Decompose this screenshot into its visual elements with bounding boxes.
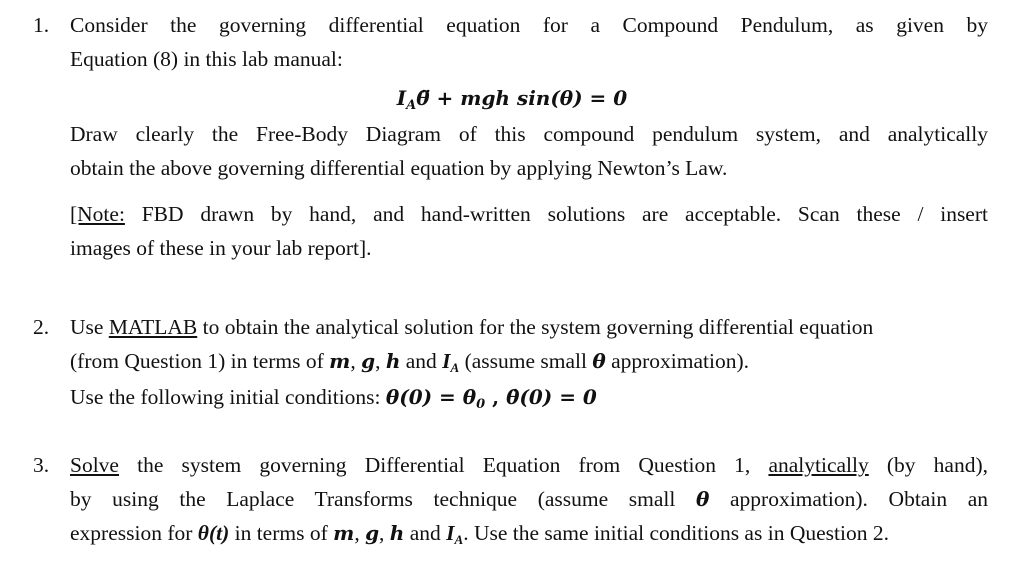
equation-inertia: I	[396, 86, 407, 110]
var-m: m	[329, 349, 351, 373]
var-inertia: I	[446, 521, 455, 545]
separator: ,	[354, 521, 366, 545]
separator: and	[400, 349, 443, 373]
question-3-text: approximation). Obtain an	[709, 487, 988, 511]
note-label: [Note:	[70, 202, 125, 226]
var-m: m	[333, 521, 355, 545]
question-2-text: Use the following initial conditions:	[70, 385, 386, 409]
question-2-line-3	[70, 384, 988, 418]
initial-condition-1-subscript: 0	[476, 397, 486, 412]
initial-condition-1: θ(0) = θ	[385, 385, 477, 409]
note-line-1-text: FBD drawn by hand, and hand-written solutions are acceptable. Scan these / insert	[124, 202, 988, 226]
question-1-line-1: Consider the governing differential equation for a Compound Pendulum, as given by	[70, 13, 988, 37]
question-1-number: 1.	[33, 13, 50, 37]
question-2-line-1	[70, 314, 988, 340]
initial-condition-2: θ̇(0) = 0	[506, 385, 597, 409]
question-2-line-2	[70, 348, 988, 381]
equation-rest: + mgh sin(θ) = 0	[429, 86, 628, 110]
var-theta: θ	[696, 487, 710, 511]
separator: and	[404, 521, 447, 545]
question-1-line-2: Equation (8) in this lab manual:	[70, 47, 343, 71]
question-3-text: expression for	[70, 521, 198, 545]
equation-theta-ddot: θ̈	[416, 86, 430, 110]
initial-condition-separator: ,	[485, 385, 507, 409]
var-inertia: I	[442, 349, 451, 373]
question-3-number: 3.	[33, 453, 50, 477]
question-2-number: 2.	[33, 315, 50, 339]
var-theta: θ	[592, 349, 606, 373]
equation-inertia-subscript: A	[406, 98, 417, 113]
question-3-line-1	[70, 452, 988, 478]
var-g: g	[365, 521, 380, 545]
separator: ,	[379, 521, 390, 545]
note-line-1	[70, 201, 988, 227]
question-2-text: (from Question 1) in terms of	[70, 349, 330, 373]
question-1-line-4: obtain the above governing differential equation by applying Newton’s Law.	[70, 156, 728, 180]
var-h: h	[389, 521, 405, 545]
question-3-text: (by hand),	[868, 453, 988, 477]
question-3-text: by using the Laplace Transforms technique (assume small	[70, 487, 697, 511]
question-2-text: Use	[70, 315, 109, 339]
solve-term: Solve	[70, 453, 119, 477]
theta-of-t: θ(t)	[197, 521, 230, 545]
matlab-term: MATLAB	[108, 315, 198, 339]
var-g: g	[361, 349, 376, 373]
question-1-line-3: Draw clearly the Free-Body Diagram of this compound pendulum system, and analytically	[70, 122, 988, 146]
question-3-text: . Use the same initial conditions as in Question 2.	[463, 521, 889, 545]
note-line-2: images of these in your lab report].	[70, 236, 372, 260]
governing-equation	[0, 85, 1024, 119]
var-h: h	[385, 349, 401, 373]
question-2-text: approximation).	[605, 349, 750, 373]
question-3-text: the system governing Differential Equation from Question 1,	[118, 453, 769, 477]
var-inertia-subscript: A	[454, 532, 464, 547]
separator: ,	[350, 349, 362, 373]
question-3-text: in terms of	[229, 521, 334, 545]
question-2-text: to obtain the analytical solution for the system governing differential equation	[197, 315, 874, 339]
question-3-line-3	[70, 520, 988, 553]
question-3-line-2	[70, 486, 988, 512]
separator: ,	[375, 349, 386, 373]
analytically-term: analytically	[768, 453, 869, 477]
var-inertia-subscript: A	[450, 360, 460, 375]
question-2-text: (assume small	[459, 349, 593, 373]
